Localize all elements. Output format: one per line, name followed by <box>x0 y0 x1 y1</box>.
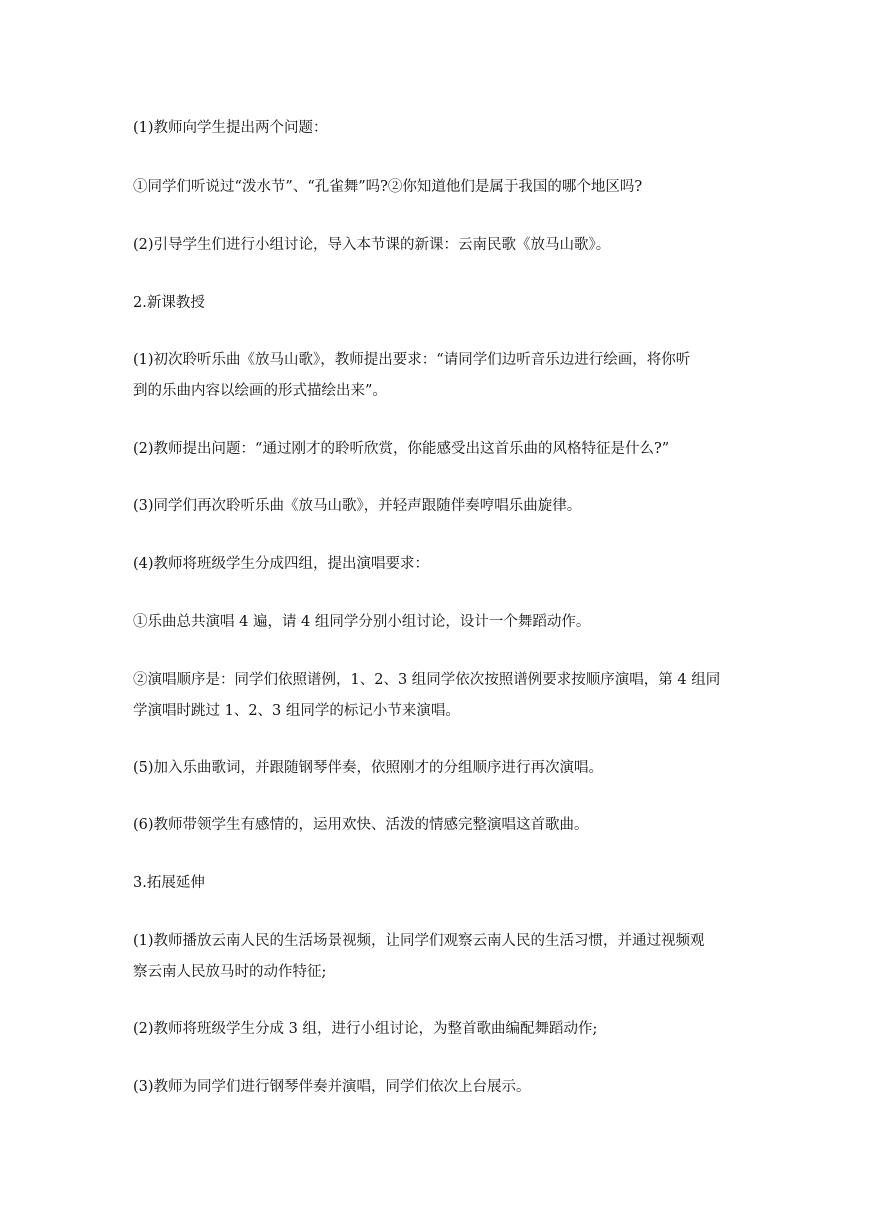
paragraph-line: ②演唱顺序是：同学们依照谱例，1、2、3 组同学依次按照谱例要求按顺序演唱，第 4 组同 <box>133 672 721 688</box>
paragraph-line: (1)初次聆听乐曲《放马山歌》，教师提出要求：“请同学们边听音乐边进行绘画，将你听 <box>133 352 691 368</box>
paragraph-line: 察云南人民放马时的动作特征; <box>133 964 327 980</box>
paragraph-line: ①同学们听说过“泼水节”、“孔雀舞”吗?②你知道他们是属于我国的哪个地区吗? <box>133 179 643 195</box>
paragraph-1 <box>133 113 743 144</box>
paragraph-15 <box>133 1014 743 1045</box>
paragraph-line: (3)教师为同学们进行钢琴伴奏并演唱，同学们依次上台展示。 <box>133 1079 531 1095</box>
paragraph-9 <box>133 607 743 638</box>
paragraph-11 <box>133 753 743 784</box>
paragraph-6 <box>133 434 743 465</box>
paragraph-line: ①乐曲总共演唱 4 遍，请 4 组同学分别小组讨论，设计一个舞蹈动作。 <box>133 614 591 630</box>
paragraph-line: 学演唱时跳过 1、2、3 组同学的标记小节来演唱。 <box>133 703 460 719</box>
paragraph-line: (5)加入乐曲歌词，并跟随钢琴伴奏，依照刚才的分组顺序进行再次演唱。 <box>133 760 604 776</box>
paragraph-line: (2)引导学生们进行小组讨论，导入本节课的新课：云南民歌《放马山歌》。 <box>133 237 611 253</box>
paragraph-line: (2)教师提出问题：“通过刚才的聆听欣赏，你能感受出这首乐曲的风格特征是什么?” <box>133 441 670 457</box>
paragraph-line: 3.拓展延伸 <box>133 875 205 891</box>
section-heading-new-lesson <box>133 288 743 319</box>
paragraph-line: (1)教师向学生提出两个问题： <box>133 120 328 136</box>
paragraph-line: (6)教师带领学生有感情的，运用欢快、活泼的情感完整演唱这首歌曲。 <box>133 817 589 833</box>
paragraph-line: (4)教师将班级学生分成四组，提出演唱要求： <box>133 556 430 572</box>
paragraph-line: (2)教师将班级学生分成 3 组，进行小组讨论，为整首歌曲编配舞蹈动作; <box>133 1021 598 1037</box>
paragraph-16 <box>133 1072 743 1103</box>
paragraph-14 <box>133 926 743 988</box>
paragraph-10 <box>133 665 743 727</box>
paragraph-2 <box>133 172 743 203</box>
paragraph-line: (1)教师播放云南人民的生活场景视频，让同学们观察云南人民的生活习惯，并通过视频观 <box>133 933 705 949</box>
section-heading-extension <box>133 868 743 899</box>
paragraph-line: 2.新课教授 <box>133 295 205 311</box>
paragraph-5 <box>133 345 743 407</box>
paragraph-7 <box>133 491 743 522</box>
paragraph-3 <box>133 230 743 261</box>
paragraph-12 <box>133 810 743 841</box>
paragraph-8 <box>133 549 743 580</box>
paragraph-line: 到的乐曲内容以绘画的形式描绘出来”。 <box>133 383 387 399</box>
paragraph-line: (3)同学们再次聆听乐曲《放马山歌》，并轻声跟随伴奏哼唱乐曲旋律。 <box>133 498 582 514</box>
